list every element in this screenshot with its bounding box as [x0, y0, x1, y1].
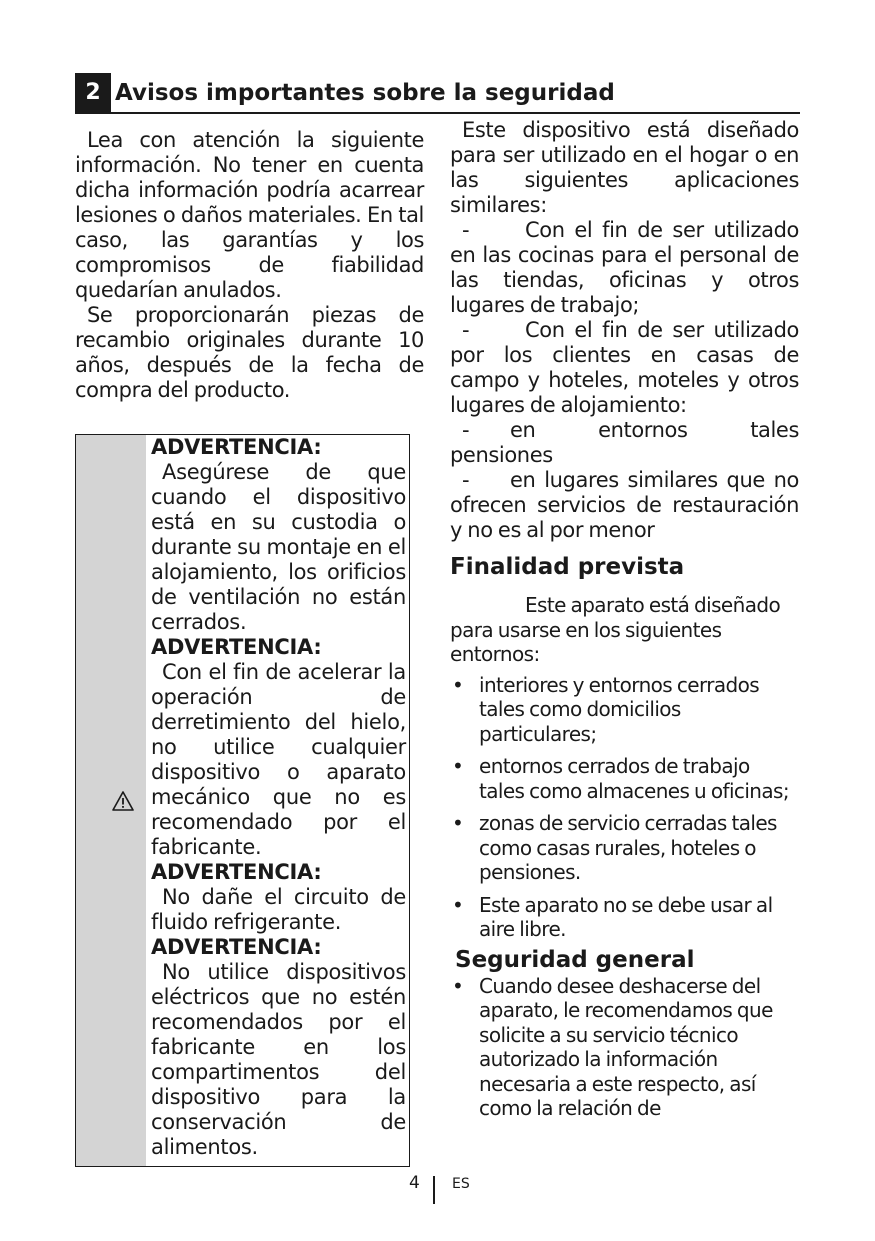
list-item: • Cuando desee deshacerse del aparato, le recomendamos que solicite a su servicio técnico autorizado la información necesaria a este respecto, así como la relación de [452, 973, 773, 1120]
list-item: • zonas de servicio cerradas tales como casas rurales, hoteles o pensiones. [452, 811, 777, 884]
usage-item: - Con el fin de ser utilizado en las cocinas para el personal de las tiendas, oficinas y otros lugares de trabajo; [450, 218, 799, 317]
section-title: Avisos importantes sobre la seguridad [115, 80, 615, 106]
footer-divider [433, 1176, 435, 1204]
warning-text: Asegúrese de que cuando el dispositivo está en su custodia o durante su montaje en el alojamiento, los orificios de ventilación no están cerrados. [151, 460, 406, 634]
intro-paragraph-1: Lea con atención la siguiente información. No tener en cuenta dicha información podría acarrear lesiones o daños materiales. En tal caso, las garantías y los compromisos de fiabilidad quedarían anulados. [75, 128, 424, 302]
intended-use-heading: Finalidad prevista [450, 554, 685, 580]
usage-item: - en entornos tales pensiones [450, 418, 799, 467]
usage-item: - Con el fin de ser utilizado por los clientes en casas de campo y hoteles, moteles y otros lugares de alojamiento: [450, 318, 799, 417]
warning-title: ADVERTENCIA: [151, 935, 322, 959]
intended-use-list [450, 673, 799, 942]
intended-use-intro: Este aparato está diseñado para usarse en los siguientes entornos: [450, 593, 781, 666]
warning-title: ADVERTENCIA: [151, 860, 322, 884]
header-rule [75, 112, 800, 114]
list-item: • entornos cerrados de trabajo tales como almacenes u oficinas; [452, 754, 789, 803]
warning-box [75, 434, 410, 1167]
section-header [75, 73, 800, 113]
warning-triangle-icon [112, 791, 134, 811]
warning-sidebar [76, 435, 146, 1166]
list-item: • Este aparato no se debe usar al aire libre. [452, 892, 773, 941]
usage-item: - en lugares similares que no ofrecen servicios de restauración y no es al por menor [450, 468, 799, 542]
warning-title: ADVERTENCIA: [151, 435, 322, 459]
section-number: 2 [75, 73, 111, 113]
language-code: ES [452, 1176, 470, 1192]
right-column [450, 118, 799, 1129]
warning-title: ADVERTENCIA: [151, 635, 322, 659]
page-number: 4 [409, 1173, 420, 1193]
general-safety-list [450, 974, 799, 1121]
list-item: • interiores y entornos cerrados tales como domicilios particulares; [452, 672, 760, 746]
warning-text: Con el fin de acelerar la operación de derretimiento del hielo, no utilice cualquier dispositivo o aparato mecánico que no es recomendado por el fabricante. [151, 660, 406, 859]
warning-text: No dañe el circuito de fluido refrigerante. [151, 885, 406, 934]
left-column [75, 128, 424, 403]
warning-text: No utilice dispositivos eléctricos que no estén recomendados por el fabricante en los compartimentos del dispositivo para la conservación de alimentos. [151, 960, 406, 1159]
intro-paragraph-2: Se proporcionarán piezas de recambio originales durante 10 años, después de la fecha de compra del producto. [75, 303, 424, 402]
general-safety-heading: Seguridad general [455, 946, 695, 973]
warning-content [151, 435, 406, 1160]
usage-intro: Este dispositivo está diseñado para ser utilizado en el hogar o en las siguientes aplicaciones similares: [450, 118, 799, 217]
